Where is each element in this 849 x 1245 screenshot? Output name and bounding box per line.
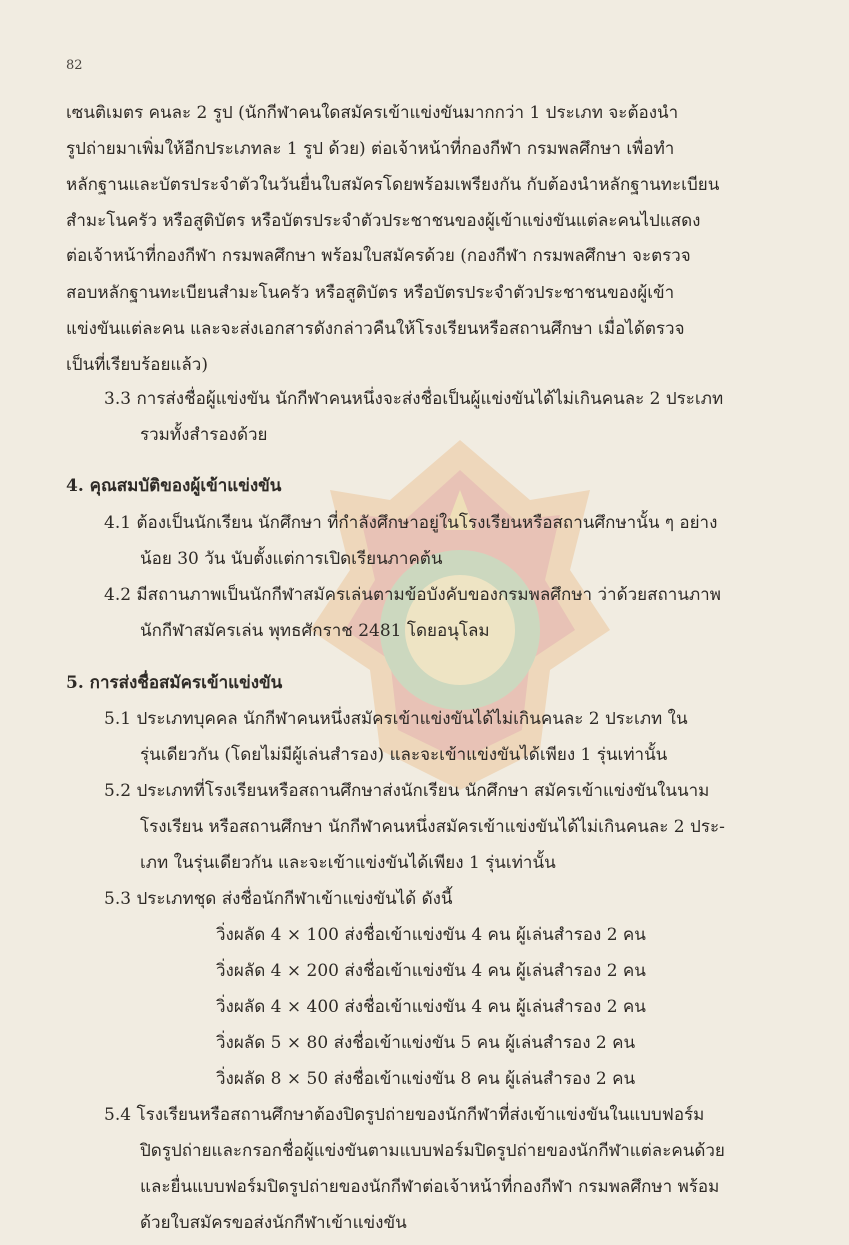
paragraph-line: เซนติเมตร คนละ 2 รูป (นักกีฬาคนใดสมัครเข้าแข่งขันมากกว่า 1 ประเภท จะต้องนำ — [66, 103, 679, 123]
list-item-5-1: 5.1 ประเภทบุคคล นักกีฬาคนหนึ่งสมัครเข้าแข่งขันได้ไม่เกินคนละ 2 ประเภท ใน — [104, 709, 688, 729]
list-item-4-2-cont: นักกีฬาสมัครเล่น พุทธศักราช 2481 โดยอนุโลม — [140, 621, 490, 641]
list-item-5-4: 5.4 โรงเรียนหรือสถานศึกษาต้องปิดรูปถ่ายของนักกีฬาที่ส่งเข้าแข่งขันในแบบฟอร์ม — [104, 1105, 705, 1125]
paragraph-line: สอบหลักฐานทะเบียนสำมะโนครัว หรือสูติบัตร หรือบัตรประจำตัวประชาชนของผู้เข้า — [66, 283, 675, 303]
list-item-5-4-cont: ด้วยใบสมัครขอส่งนักกีฬาเข้าแข่งขัน — [140, 1213, 407, 1233]
paragraph-line: รูปถ่ายมาเพิ่มให้อีกประเภทละ 1 รูป ด้วย) ต่อเจ้าหน้าที่กองกีฬา กรมพลศึกษา เพื่อทำ — [66, 139, 675, 159]
paragraph-line: แข่งขันแต่ละคน และจะส่งเอกสารดังกล่าวคืนให้โรงเรียนหรือสถานศึกษา เมื่อได้ตรวจ — [66, 319, 685, 339]
list-item-5-2: 5.2 ประเภทที่โรงเรียนหรือสถานศึกษาส่งนักเรียน นักศึกษา สมัครเข้าแข่งขันในนาม — [104, 781, 710, 801]
list-item-5-2-cont: โรงเรียน หรือสถานศึกษา นักกีฬาคนหนึ่งสมัครเข้าแข่งขันได้ไม่เกินคนละ 2 ประ- — [140, 817, 725, 837]
page-number: 82 — [66, 58, 83, 73]
paragraph-line: สำมะโนครัว หรือสูติบัตร หรือบัตรประจำตัวประชาชนของผู้เข้าแข่งขันแต่ละคนไปแสดง — [66, 211, 701, 231]
list-item-5-4-cont: และยื่นแบบฟอร์มปิดรูปถ่ายของนักกีฬาต่อเจ้าหน้าที่กองกีฬา กรมพลศึกษา พร้อม — [140, 1177, 720, 1197]
paragraph-line: เป็นที่เรียบร้อยแล้ว) — [66, 355, 208, 375]
paragraph-line: ต่อเจ้าหน้าที่กองกีฬา กรมพลศึกษา พร้อมใบสมัครด้วย (กองกีฬา กรมพลศึกษา จะตรวจ — [66, 246, 691, 266]
relay-line: วิ่งผลัด 4 × 400 ส่งชื่อเข้าแข่งขัน 4 คน ผู้เล่นสำรอง 2 คน — [216, 997, 646, 1017]
relay-line: วิ่งผลัด 5 × 80 ส่งชื่อเข้าแข่งขัน 5 คน ผู้เล่นสำรอง 2 คน — [216, 1033, 636, 1053]
relay-line: วิ่งผลัด 4 × 200 ส่งชื่อเข้าแข่งขัน 4 คน ผู้เล่นสำรอง 2 คน — [216, 961, 646, 981]
list-item-4-1: 4.1 ต้องเป็นนักเรียน นักศึกษา ที่กำลังศึกษาอยู่ในโรงเรียนหรือสถานศึกษานั้น ๆ อย่าง — [104, 513, 718, 533]
section-heading-4: 4. คุณสมบัติของผู้เข้าแข่งขัน — [66, 476, 282, 496]
list-item-5-3: 5.3 ประเภทชุด ส่งชื่อนักกีฬาเข้าแข่งขันได้ ดังนี้ — [104, 889, 453, 909]
list-item-5-1-cont: รุ่นเดียวกัน (โดยไม่มีผู้เล่นสำรอง) และจะเข้าแข่งขันได้เพียง 1 รุ่นเท่านั้น — [140, 745, 668, 765]
relay-line: วิ่งผลัด 8 × 50 ส่งชื่อเข้าแข่งขัน 8 คน ผู้เล่นสำรอง 2 คน — [216, 1069, 636, 1089]
section-heading-5: 5. การส่งชื่อสมัครเข้าแข่งขัน — [66, 673, 283, 693]
list-item-4-1-cont: น้อย 30 วัน นับตั้งแต่การเปิดเรียนภาคต้น — [140, 549, 443, 569]
list-item-5-4-cont: ปิดรูปถ่ายและกรอกชื่อผู้แข่งขันตามแบบฟอร์มปิดรูปถ่ายของนักกีฬาแต่ละคนด้วย — [140, 1141, 725, 1161]
list-item-5-2-cont: เภท ในรุ่นเดียวกัน และจะเข้าแข่งขันได้เพียง 1 รุ่นเท่านั้น — [140, 853, 556, 873]
list-item-4-2: 4.2 มีสถานภาพเป็นนักกีฬาสมัครเล่นตามข้อบังคับของกรมพลศึกษา ว่าด้วยสถานภาพ — [104, 585, 721, 605]
list-item-3-3: 3.3 การส่งชื่อผู้แข่งขัน นักกีฬาคนหนึ่งจะส่งชื่อเป็นผู้แข่งขันได้ไม่เกินคนละ 2 ประเภท — [104, 389, 724, 409]
relay-line: วิ่งผลัด 4 × 100 ส่งชื่อเข้าแข่งขัน 4 คน ผู้เล่นสำรอง 2 คน — [216, 925, 646, 945]
list-item-3-3-cont: รวมทั้งสำรองด้วย — [140, 425, 268, 445]
paragraph-line: หลักฐานและบัตรประจำตัวในวันยื่นใบสมัครโดยพร้อมเพรียงกัน กับต้องนำหลักฐานทะเบียน — [66, 175, 720, 195]
